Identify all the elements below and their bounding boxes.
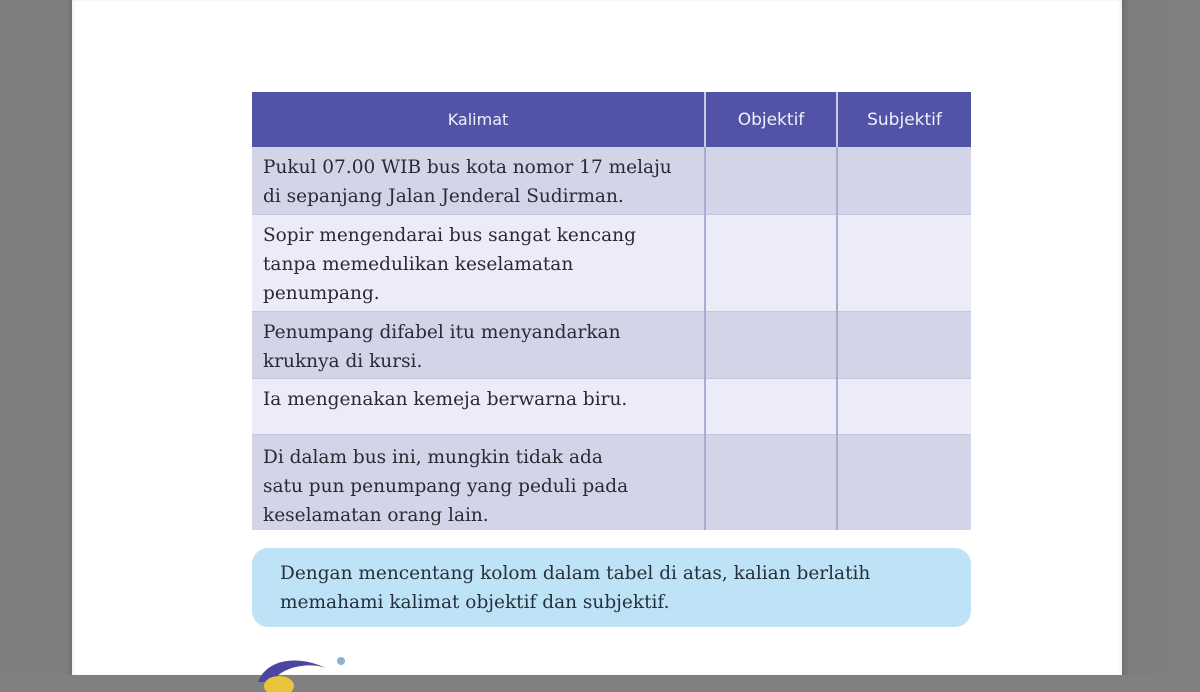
sentence-line: Pukul 07.00 WIB bus kota nomor 17 melaju xyxy=(263,157,672,178)
table-row xyxy=(252,147,971,214)
document-page xyxy=(72,0,1122,675)
subjektif-checkbox-cell[interactable] xyxy=(837,434,971,530)
objective-subjective-table xyxy=(252,92,971,530)
table-row xyxy=(252,311,971,378)
sentence-cell xyxy=(252,147,705,214)
objektif-checkbox-cell[interactable] xyxy=(705,434,837,530)
objektif-checkbox-cell[interactable] xyxy=(705,378,837,434)
note-line: Dengan mencentang kolom dalam tabel di atas, kalian berlatih xyxy=(280,563,871,584)
exercise-table-container xyxy=(252,92,971,530)
column-header-objektif: Objektif xyxy=(705,92,837,147)
sentence-cell xyxy=(252,214,705,311)
note-line: memahami kalimat objektif dan subjektif. xyxy=(280,592,670,613)
table-row xyxy=(252,214,971,311)
viewer-background-left xyxy=(0,0,72,675)
column-header-kalimat: Kalimat xyxy=(252,92,705,147)
table-row xyxy=(252,434,971,530)
instruction-note-box xyxy=(252,548,971,627)
column-header-subjektif: Subjektif xyxy=(837,92,971,147)
sentence-line: satu pun penumpang yang peduli pada xyxy=(263,475,629,497)
sentence-cell xyxy=(252,378,705,434)
sentence-line: keselamatan orang lain. xyxy=(263,504,489,526)
sentence-line: penumpang. xyxy=(263,282,380,304)
objektif-checkbox-cell[interactable] xyxy=(705,311,837,378)
viewer-background-right xyxy=(1122,0,1200,675)
table-row xyxy=(252,378,971,434)
sentence-cell xyxy=(252,434,705,530)
sentence-line: di sepanjang Jalan Jenderal Sudirman. xyxy=(263,186,624,207)
sentence-line: Sopir mengendarai bus sangat kencang xyxy=(263,224,636,246)
subjektif-checkbox-cell[interactable] xyxy=(837,214,971,311)
sentence-line: tanpa memedulikan keselamatan xyxy=(263,253,574,275)
objektif-checkbox-cell[interactable] xyxy=(705,214,837,311)
subjektif-checkbox-cell[interactable] xyxy=(837,147,971,214)
sentence-line: Ia mengenakan kemeja berwarna biru. xyxy=(263,388,628,410)
subjektif-checkbox-cell[interactable] xyxy=(837,378,971,434)
book-mascot-logo-icon xyxy=(252,652,347,692)
sentence-line: kruknya di kursi. xyxy=(263,350,423,372)
sentence-line: Penumpang difabel itu menyandarkan xyxy=(263,321,621,343)
subjektif-checkbox-cell[interactable] xyxy=(837,311,971,378)
sentence-line: Di dalam bus ini, mungkin tidak ada xyxy=(263,446,603,468)
table-header-row xyxy=(252,92,971,147)
objektif-checkbox-cell[interactable] xyxy=(705,147,837,214)
sentence-cell xyxy=(252,311,705,378)
